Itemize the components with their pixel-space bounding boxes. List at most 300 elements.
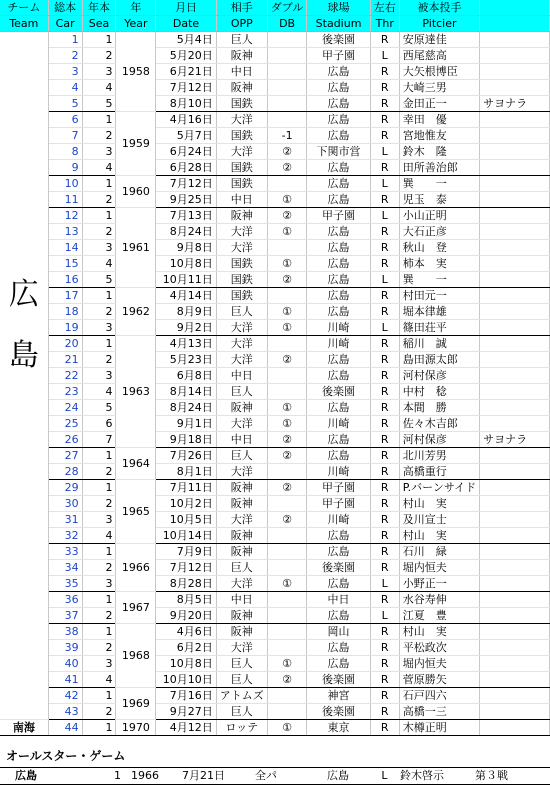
pitcher-cell: 菅原勝矢 bbox=[399, 672, 479, 688]
stadium-cell: 広島 bbox=[307, 304, 370, 320]
date-cell: 9月2日 bbox=[156, 320, 216, 336]
note-cell bbox=[480, 336, 550, 352]
opponent-cell: 阪神 bbox=[216, 400, 267, 416]
throw-cell: R bbox=[370, 464, 399, 480]
note-cell bbox=[480, 608, 550, 624]
car-number: 32 bbox=[48, 528, 82, 544]
note-cell bbox=[480, 256, 550, 272]
double-cell bbox=[267, 688, 307, 704]
date-cell: 9月8日 bbox=[156, 240, 216, 256]
opponent-cell: 巨人 bbox=[216, 448, 267, 464]
date-cell: 5月20日 bbox=[156, 48, 216, 64]
opponent-cell: 国鉄 bbox=[216, 288, 267, 304]
season-number: 1 bbox=[82, 336, 116, 352]
car-number: 24 bbox=[48, 400, 82, 416]
note-cell bbox=[480, 704, 550, 720]
double-cell bbox=[267, 336, 307, 352]
car-number: 27 bbox=[48, 448, 82, 464]
double-cell: ① bbox=[267, 224, 307, 240]
date-cell: 7月9日 bbox=[156, 544, 216, 560]
opponent-cell: 大洋 bbox=[216, 352, 267, 368]
pitcher-cell: 田所善治郎 bbox=[399, 160, 479, 176]
season-number: 1 bbox=[82, 208, 116, 224]
car-number: 28 bbox=[48, 464, 82, 480]
pitcher-cell: 島田源太郎 bbox=[399, 352, 479, 368]
season-number: 1 bbox=[82, 688, 116, 704]
double-cell: ① bbox=[267, 304, 307, 320]
car-number: 6 bbox=[48, 112, 82, 128]
pitcher-cell: 河村保彦 bbox=[399, 432, 479, 448]
stadium-cell: 広島 bbox=[307, 272, 370, 288]
stadium-cell: 後楽園 bbox=[307, 704, 370, 720]
throw-cell: L bbox=[370, 208, 399, 224]
note-cell bbox=[480, 304, 550, 320]
note-cell bbox=[480, 112, 550, 128]
pitcher-cell: 及川宣士 bbox=[399, 512, 479, 528]
date-cell: 8月28日 bbox=[156, 576, 216, 592]
pitcher-cell: 堀内恒夫 bbox=[399, 656, 479, 672]
season-number: 7 bbox=[82, 432, 116, 448]
opponent-cell: 阪神 bbox=[216, 480, 267, 496]
date-cell: 9月20日 bbox=[156, 608, 216, 624]
pitcher-cell: 篠田荘平 bbox=[399, 320, 479, 336]
header-cell: OPP bbox=[216, 16, 267, 32]
team-cell-nankai: 南海 bbox=[0, 720, 48, 736]
throw-cell: R bbox=[370, 656, 399, 672]
note-cell bbox=[480, 64, 550, 80]
table-row bbox=[0, 224, 550, 240]
date-cell: 6月28日 bbox=[156, 160, 216, 176]
header-cell: 相手 bbox=[216, 0, 267, 16]
double-cell: -1 bbox=[267, 128, 307, 144]
year-cell: 1967 bbox=[116, 592, 156, 624]
stadium-cell: 甲子園 bbox=[307, 48, 370, 64]
throw-cell: L bbox=[370, 608, 399, 624]
pitcher-cell: 高橋一三 bbox=[399, 704, 479, 720]
double-cell bbox=[267, 64, 307, 80]
season-number: 2 bbox=[82, 704, 116, 720]
team-name-top: 広 bbox=[8, 277, 39, 312]
double-cell: ① bbox=[267, 416, 307, 432]
opponent-cell: 国鉄 bbox=[216, 272, 267, 288]
pitcher-cell: 河村保彦 bbox=[399, 368, 479, 384]
throw-cell: R bbox=[370, 352, 399, 368]
season-number: 2 bbox=[82, 48, 116, 64]
team-name-bottom: 島 bbox=[8, 338, 39, 373]
double-cell bbox=[267, 96, 307, 112]
opponent-cell: 阪神 bbox=[216, 80, 267, 96]
table-row bbox=[0, 464, 550, 480]
double-cell bbox=[267, 176, 307, 192]
season-number: 3 bbox=[82, 144, 116, 160]
date-cell: 10月5日 bbox=[156, 512, 216, 528]
table-row bbox=[0, 512, 550, 528]
stadium-cell: 中日 bbox=[307, 592, 370, 608]
season-number: 4 bbox=[82, 672, 116, 688]
note-cell bbox=[480, 48, 550, 64]
table-row bbox=[0, 416, 550, 432]
pitcher-cell: 堀本律雄 bbox=[399, 304, 479, 320]
season-number: 3 bbox=[82, 656, 116, 672]
throw-cell: R bbox=[370, 400, 399, 416]
season-number: 2 bbox=[82, 496, 116, 512]
throw-cell: R bbox=[370, 720, 399, 736]
opponent-cell: 大洋 bbox=[216, 320, 267, 336]
date-cell: 4月14日 bbox=[156, 288, 216, 304]
season-number: 1 bbox=[82, 448, 116, 464]
table-row-nankai bbox=[0, 720, 550, 736]
car-number: 34 bbox=[48, 560, 82, 576]
pitcher-cell: 村山 実 bbox=[399, 624, 479, 640]
stadium-cell: 甲子園 bbox=[307, 496, 370, 512]
date-cell: 9月25日 bbox=[156, 192, 216, 208]
double-cell bbox=[267, 80, 307, 96]
pitcher-cell: 金田正一 bbox=[399, 96, 479, 112]
header-cell: ダブル bbox=[267, 0, 307, 16]
car-number: 11 bbox=[48, 192, 82, 208]
date-cell: 5月23日 bbox=[156, 352, 216, 368]
opponent-cell: 中日 bbox=[216, 432, 267, 448]
table-row bbox=[0, 592, 550, 608]
note-cell bbox=[480, 272, 550, 288]
allstar-note: 第３戦 bbox=[472, 768, 550, 785]
car-number: 18 bbox=[48, 304, 82, 320]
throw-cell: L bbox=[370, 576, 399, 592]
note-cell bbox=[480, 656, 550, 672]
throw-cell: R bbox=[370, 240, 399, 256]
season-number: 1 bbox=[82, 592, 116, 608]
pitcher-cell: 石戸四六 bbox=[399, 688, 479, 704]
car-number: 29 bbox=[48, 480, 82, 496]
opponent-cell: 阪神 bbox=[216, 208, 267, 224]
opponent-cell: 中日 bbox=[216, 64, 267, 80]
double-cell: ① bbox=[267, 576, 307, 592]
car-number: 3 bbox=[48, 64, 82, 80]
double-cell bbox=[267, 608, 307, 624]
table-row bbox=[0, 656, 550, 672]
car-number: 31 bbox=[48, 512, 82, 528]
year-cell: 1966 bbox=[116, 544, 156, 592]
double-cell: ② bbox=[267, 272, 307, 288]
opponent-cell: 国鉄 bbox=[216, 160, 267, 176]
double-cell bbox=[267, 544, 307, 560]
double-cell bbox=[267, 112, 307, 128]
opponent-cell: 阪神 bbox=[216, 528, 267, 544]
car-number: 4 bbox=[48, 80, 82, 96]
double-cell bbox=[267, 368, 307, 384]
note-cell bbox=[480, 400, 550, 416]
opponent-cell: 巨人 bbox=[216, 384, 267, 400]
pitcher-cell: 巽 一 bbox=[399, 272, 479, 288]
pitcher-cell: 村山 実 bbox=[399, 528, 479, 544]
table-row bbox=[0, 432, 550, 448]
note-cell: サヨナラ bbox=[480, 96, 550, 112]
throw-cell: R bbox=[370, 304, 399, 320]
car-number: 14 bbox=[48, 240, 82, 256]
stadium-cell: 広島 bbox=[307, 640, 370, 656]
double-cell: ② bbox=[267, 432, 307, 448]
season-number: 1 bbox=[82, 288, 116, 304]
throw-cell: R bbox=[370, 192, 399, 208]
season-number: 5 bbox=[82, 96, 116, 112]
car-number: 12 bbox=[48, 208, 82, 224]
table-row bbox=[0, 576, 550, 592]
allstar-sea: 1 bbox=[88, 768, 124, 785]
header-cell: Team bbox=[0, 16, 48, 32]
pitcher-cell: 中村 稔 bbox=[399, 384, 479, 400]
note-cell bbox=[480, 384, 550, 400]
table-row bbox=[0, 256, 550, 272]
stadium-cell: 広島 bbox=[307, 544, 370, 560]
car-number: 21 bbox=[48, 352, 82, 368]
car-number: 19 bbox=[48, 320, 82, 336]
throw-cell: R bbox=[370, 480, 399, 496]
throw-cell: L bbox=[370, 320, 399, 336]
note-cell bbox=[480, 176, 550, 192]
car-number: 42 bbox=[48, 688, 82, 704]
double-cell: ② bbox=[267, 448, 307, 464]
car-number: 39 bbox=[48, 640, 82, 656]
double-cell bbox=[267, 528, 307, 544]
date-cell: 7月11日 bbox=[156, 480, 216, 496]
date-cell: 4月6日 bbox=[156, 624, 216, 640]
date-cell: 10月8日 bbox=[156, 656, 216, 672]
stadium-cell: 広島 bbox=[307, 432, 370, 448]
double-cell bbox=[267, 288, 307, 304]
pitcher-cell: 幸田 優 bbox=[399, 112, 479, 128]
header-cell: Thr bbox=[370, 16, 399, 32]
car-number: 37 bbox=[48, 608, 82, 624]
pitcher-cell: 小野正一 bbox=[399, 576, 479, 592]
allstar-team: 広島 bbox=[0, 768, 52, 785]
opponent-cell: 国鉄 bbox=[216, 128, 267, 144]
pitcher-cell: 平松政次 bbox=[399, 640, 479, 656]
stadium-cell: 川崎 bbox=[307, 416, 370, 432]
season-number: 1 bbox=[82, 624, 116, 640]
double-cell: ① bbox=[267, 400, 307, 416]
date-cell: 6月8日 bbox=[156, 368, 216, 384]
header-cell: 球場 bbox=[307, 0, 370, 16]
throw-cell: R bbox=[370, 32, 399, 48]
opponent-cell: 大洋 bbox=[216, 640, 267, 656]
note-cell bbox=[480, 192, 550, 208]
double-cell bbox=[267, 32, 307, 48]
stadium-cell: 川崎 bbox=[307, 320, 370, 336]
header-cell bbox=[480, 0, 550, 16]
table-row bbox=[0, 624, 550, 640]
table-row bbox=[0, 240, 550, 256]
stadium-cell: 川崎 bbox=[307, 336, 370, 352]
stadium-cell: 後楽園 bbox=[307, 384, 370, 400]
table-row bbox=[0, 560, 550, 576]
note-cell bbox=[480, 528, 550, 544]
double-cell bbox=[267, 496, 307, 512]
allstar-year: 1966 bbox=[124, 768, 166, 785]
stadium-cell: 神宮 bbox=[307, 688, 370, 704]
season-number: 3 bbox=[82, 512, 116, 528]
season-number: 3 bbox=[82, 64, 116, 80]
date-cell: 4月12日 bbox=[156, 720, 216, 736]
table-row bbox=[0, 272, 550, 288]
stadium-cell: 広島 bbox=[307, 656, 370, 672]
table-row bbox=[0, 704, 550, 720]
opponent-cell: 大洋 bbox=[216, 416, 267, 432]
season-number: 3 bbox=[82, 368, 116, 384]
date-cell: 10月14日 bbox=[156, 528, 216, 544]
header-cell: 月日 bbox=[156, 0, 216, 16]
car-number: 35 bbox=[48, 576, 82, 592]
table-row bbox=[0, 64, 550, 80]
note-cell bbox=[480, 416, 550, 432]
table-row bbox=[0, 336, 550, 352]
year-cell: 1969 bbox=[116, 688, 156, 720]
pitcher-cell: 石川 緑 bbox=[399, 544, 479, 560]
header-cell: 総本 bbox=[48, 0, 82, 16]
pitcher-cell: 巽 一 bbox=[399, 176, 479, 192]
throw-cell: R bbox=[370, 256, 399, 272]
season-number: 2 bbox=[82, 608, 116, 624]
car-number: 1 bbox=[48, 32, 82, 48]
opponent-cell: 中日 bbox=[216, 368, 267, 384]
throw-cell: L bbox=[370, 48, 399, 64]
throw-cell: R bbox=[370, 224, 399, 240]
header-cell: 年本 bbox=[82, 0, 116, 16]
stadium-cell: 下関市営 bbox=[307, 144, 370, 160]
season-number: 6 bbox=[82, 416, 116, 432]
opponent-cell: ロッテ bbox=[216, 720, 267, 736]
opponent-cell: アトムズ bbox=[216, 688, 267, 704]
year-cell: 1958 bbox=[116, 32, 156, 112]
season-number: 2 bbox=[82, 352, 116, 368]
header-cell: Pitcier bbox=[399, 16, 479, 32]
double-cell bbox=[267, 624, 307, 640]
double-cell: ① bbox=[267, 256, 307, 272]
note-cell bbox=[480, 352, 550, 368]
opponent-cell: 国鉄 bbox=[216, 256, 267, 272]
throw-cell: R bbox=[370, 432, 399, 448]
car-number: 15 bbox=[48, 256, 82, 272]
throw-cell: R bbox=[370, 128, 399, 144]
season-number: 1 bbox=[82, 544, 116, 560]
stadium-cell: 広島 bbox=[307, 400, 370, 416]
note-cell bbox=[480, 464, 550, 480]
double-cell bbox=[267, 704, 307, 720]
note-cell bbox=[480, 368, 550, 384]
date-cell: 8月14日 bbox=[156, 384, 216, 400]
season-number: 2 bbox=[82, 464, 116, 480]
stadium-cell: 広島 bbox=[307, 288, 370, 304]
date-cell: 6月24日 bbox=[156, 144, 216, 160]
car-number: 23 bbox=[48, 384, 82, 400]
note-cell bbox=[480, 144, 550, 160]
table-row bbox=[0, 448, 550, 464]
opponent-cell: 阪神 bbox=[216, 624, 267, 640]
table-row bbox=[0, 496, 550, 512]
header-cell: 年 bbox=[116, 0, 156, 16]
date-cell: 8月10日 bbox=[156, 96, 216, 112]
year-cell: 1963 bbox=[116, 336, 156, 448]
date-cell: 5月7日 bbox=[156, 128, 216, 144]
note-cell bbox=[480, 544, 550, 560]
double-cell: ② bbox=[267, 160, 307, 176]
opponent-cell: 巨人 bbox=[216, 304, 267, 320]
car-number: 16 bbox=[48, 272, 82, 288]
opponent-cell: 大洋 bbox=[216, 336, 267, 352]
stadium-cell: 広島 bbox=[307, 80, 370, 96]
note-cell bbox=[480, 624, 550, 640]
throw-cell: R bbox=[370, 416, 399, 432]
throw-cell: R bbox=[370, 640, 399, 656]
date-cell: 6月21日 bbox=[156, 64, 216, 80]
throw-cell: R bbox=[370, 384, 399, 400]
opponent-cell: 大洋 bbox=[216, 112, 267, 128]
throw-cell: R bbox=[370, 336, 399, 352]
car-number: 43 bbox=[48, 704, 82, 720]
car-number: 10 bbox=[48, 176, 82, 192]
throw-cell: R bbox=[370, 112, 399, 128]
pitcher-cell: 高橋重行 bbox=[399, 464, 479, 480]
throw-cell: R bbox=[370, 624, 399, 640]
date-cell: 8月1日 bbox=[156, 464, 216, 480]
double-cell bbox=[267, 560, 307, 576]
stadium-cell: 後楽園 bbox=[307, 672, 370, 688]
season-number: 2 bbox=[82, 640, 116, 656]
opponent-cell: 大洋 bbox=[216, 464, 267, 480]
table-row bbox=[0, 304, 550, 320]
throw-cell: R bbox=[370, 368, 399, 384]
date-cell: 9月1日 bbox=[156, 416, 216, 432]
double-cell: ② bbox=[267, 512, 307, 528]
header-cell: Stadium bbox=[307, 16, 370, 32]
throw-cell: R bbox=[370, 448, 399, 464]
stadium-cell: 甲子園 bbox=[307, 480, 370, 496]
year-cell: 1965 bbox=[116, 480, 156, 544]
table-row bbox=[0, 144, 550, 160]
date-cell: 7月12日 bbox=[156, 80, 216, 96]
opponent-cell: 巨人 bbox=[216, 32, 267, 48]
date-cell: 9月27日 bbox=[156, 704, 216, 720]
table-row bbox=[0, 400, 550, 416]
date-cell: 10月11日 bbox=[156, 272, 216, 288]
throw-cell: R bbox=[370, 512, 399, 528]
date-cell: 7月12日 bbox=[156, 176, 216, 192]
allstar-stadium: 広島 bbox=[304, 768, 372, 785]
stadium-cell: 広島 bbox=[307, 240, 370, 256]
car-number: 44 bbox=[48, 720, 82, 736]
season-number: 5 bbox=[82, 272, 116, 288]
stadium-cell: 広島 bbox=[307, 608, 370, 624]
season-number: 2 bbox=[82, 560, 116, 576]
note-cell bbox=[480, 576, 550, 592]
date-cell: 7月12日 bbox=[156, 560, 216, 576]
throw-cell: R bbox=[370, 672, 399, 688]
table-row bbox=[0, 688, 550, 704]
note-cell bbox=[480, 288, 550, 304]
season-number: 4 bbox=[82, 528, 116, 544]
date-cell: 5月4日 bbox=[156, 32, 216, 48]
note-cell bbox=[480, 32, 550, 48]
opponent-cell: 大洋 bbox=[216, 224, 267, 240]
header-row bbox=[0, 16, 550, 32]
table-row bbox=[0, 208, 550, 224]
opponent-cell: 巨人 bbox=[216, 672, 267, 688]
stadium-cell: 広島 bbox=[307, 64, 370, 80]
note-cell bbox=[480, 672, 550, 688]
throw-cell: L bbox=[370, 272, 399, 288]
year-cell: 1968 bbox=[116, 624, 156, 688]
opponent-cell: 大洋 bbox=[216, 512, 267, 528]
stadium-cell: 後楽園 bbox=[307, 32, 370, 48]
